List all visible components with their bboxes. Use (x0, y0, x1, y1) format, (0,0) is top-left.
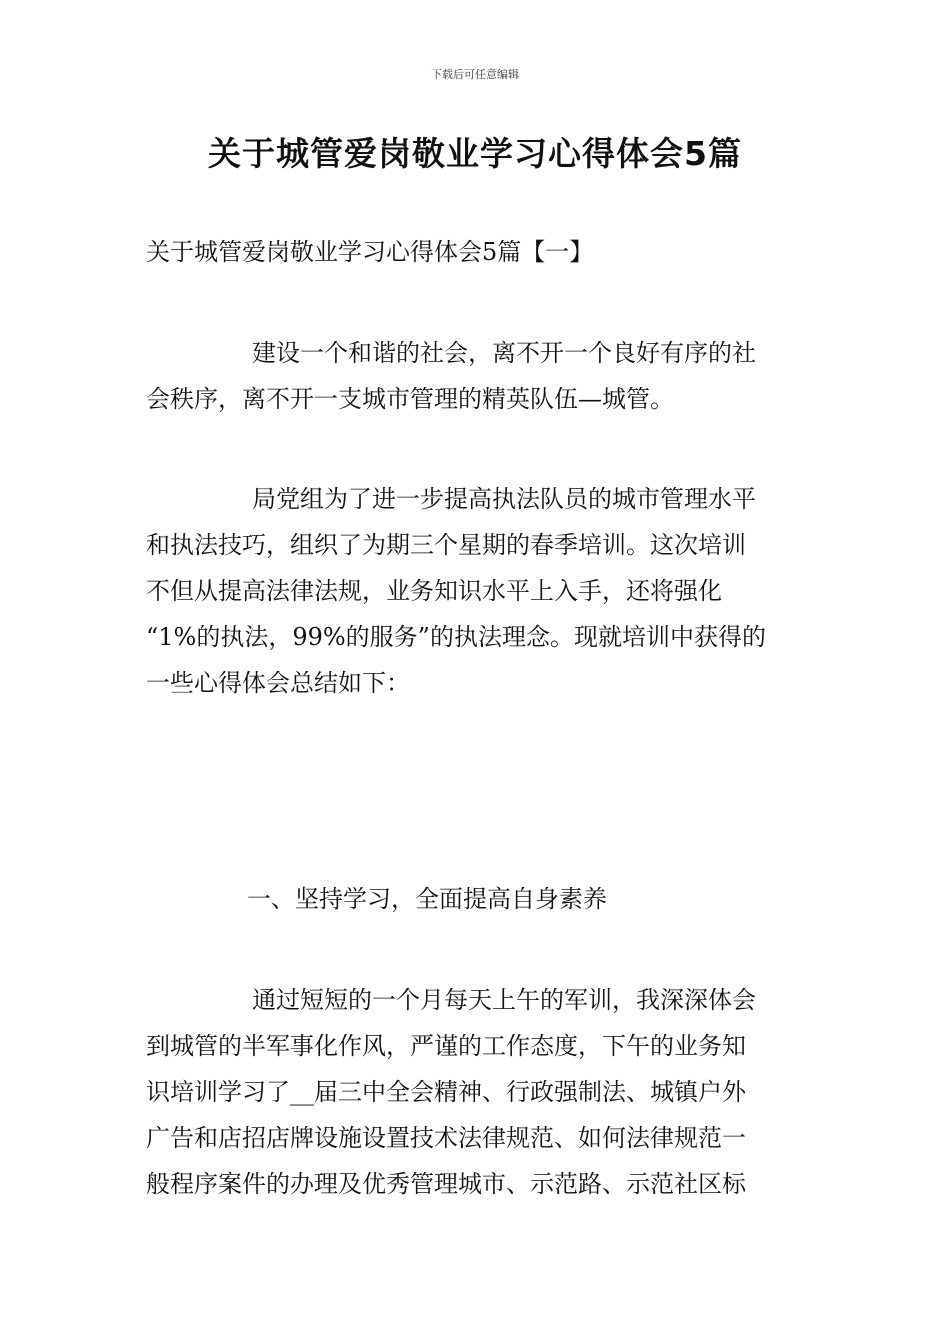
paragraph-line: 不但从提高法律法规，业务知识水平上入手，还将强化 (146, 577, 722, 605)
section-heading: 关于城管爱岗敬业学习心得体会5篇【一】 (146, 238, 594, 266)
paragraph-line: 广告和店招店牌设施设置技术法律规范、如何法律规范一 (146, 1124, 746, 1152)
paragraph-line: 会秩序，离不开一支城市管理的精英队伍—城管。 (146, 385, 674, 413)
page-header-note: 下载后可任意编辑 (431, 68, 519, 81)
paragraph-line: 一些心得体会总结如下： (146, 669, 410, 697)
paragraph-line: 建设一个和谐的社会，离不开一个良好有序的社 (252, 339, 756, 367)
document-title: 关于城管爱岗敬业学习心得体会5篇 (208, 134, 742, 173)
paragraph-1 (146, 330, 812, 422)
paragraph-3 (146, 977, 812, 1207)
paragraph-line: 识培训学习了__届三中全会精神、行政强制法、城镇户外 (146, 1078, 746, 1106)
paragraph-line: 通过短短的一个月每天上午的军训，我深深体会 (252, 986, 756, 1014)
paragraph-2 (146, 476, 812, 706)
paragraph-line: 和执法技巧，组织了为期三个星期的春季培训。这次培训 (146, 531, 746, 559)
paragraph-line: “1%的执法，99%的服务”的执法理念。现就培训中获得的 (146, 623, 766, 651)
paragraph-line: 般程序案件的办理及优秀管理城市、示范路、示范社区标 (146, 1170, 746, 1198)
sub-heading: 一、坚持学习，全面提高自身素养 (247, 885, 607, 913)
paragraph-line: 到城管的半军事化作风，严谨的工作态度，下午的业务知 (146, 1032, 746, 1060)
paragraph-line: 局党组为了进一步提高执法队员的城市管理水平 (252, 485, 756, 513)
